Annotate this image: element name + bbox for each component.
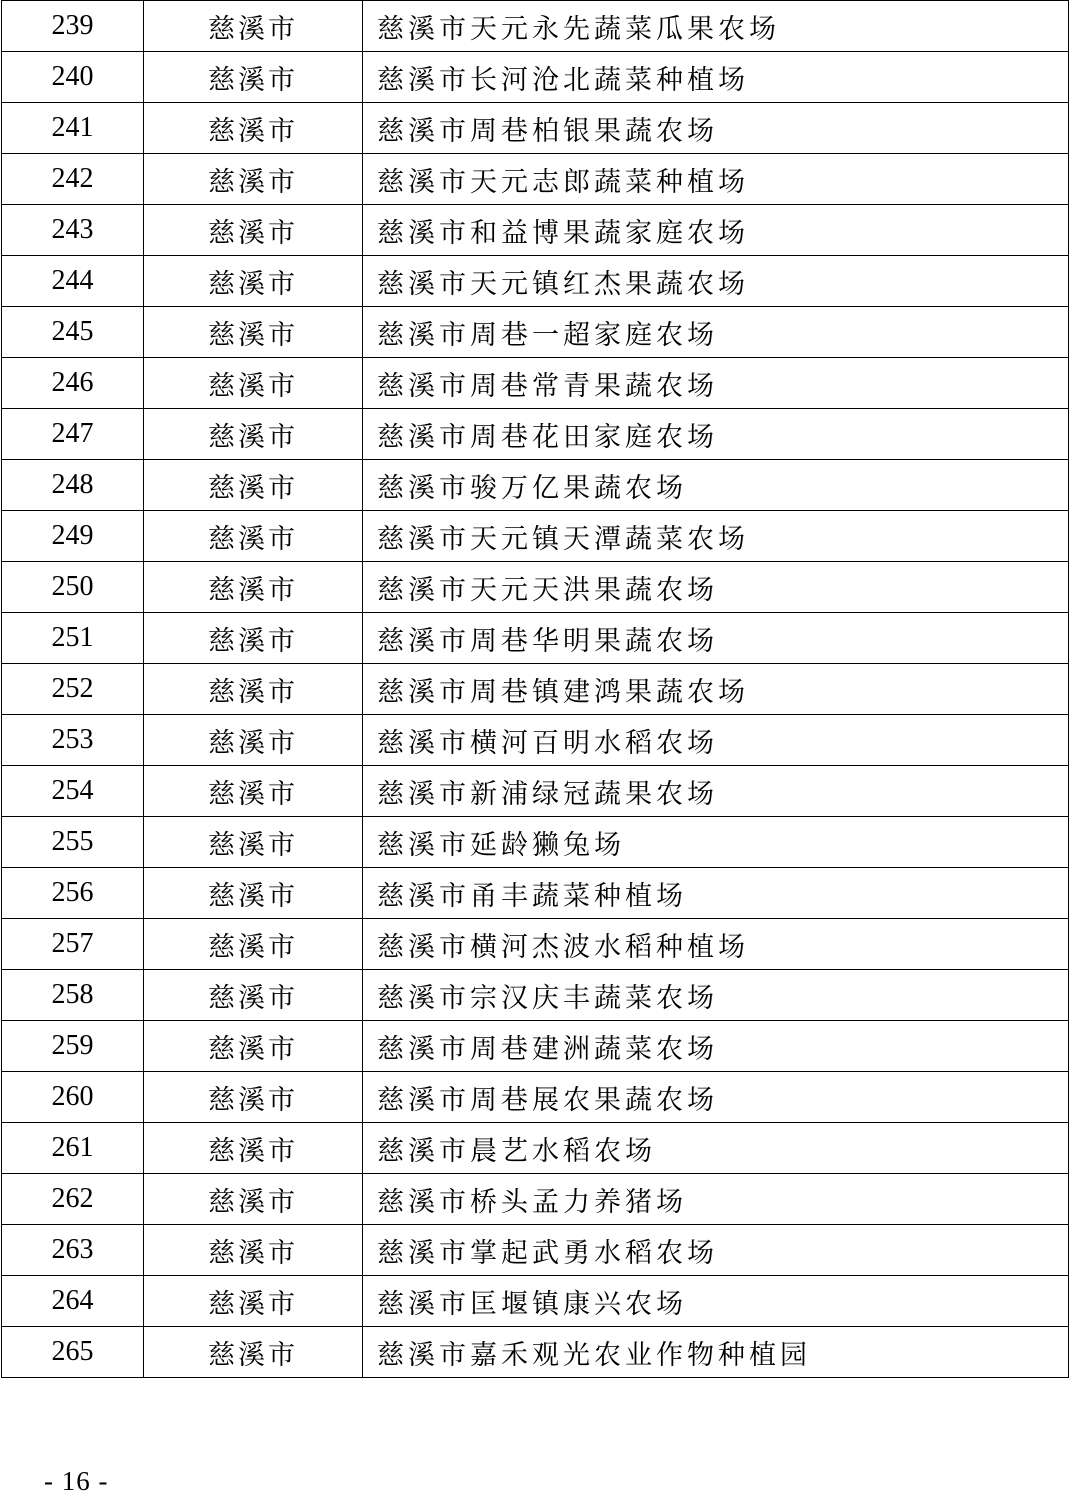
city-cell: 慈溪市 <box>144 205 363 256</box>
city-cell: 慈溪市 <box>144 664 363 715</box>
farm-name-cell: 慈溪市周巷建洲蔬菜农场 <box>363 1021 1069 1072</box>
city-cell: 慈溪市 <box>144 511 363 562</box>
table-row <box>2 970 1069 1021</box>
table-row <box>2 103 1069 154</box>
table-row <box>2 817 1069 868</box>
city-cell: 慈溪市 <box>144 868 363 919</box>
city-cell: 慈溪市 <box>144 103 363 154</box>
table-row <box>2 715 1069 766</box>
farm-name-cell: 慈溪市横河杰波水稻种植场 <box>363 919 1069 970</box>
farm-name-cell: 慈溪市新浦绿冠蔬果农场 <box>363 766 1069 817</box>
table-row <box>2 868 1069 919</box>
farm-name-cell: 慈溪市周巷展农果蔬农场 <box>363 1072 1069 1123</box>
table-row <box>2 154 1069 205</box>
row-number-cell: 262 <box>2 1174 144 1225</box>
city-cell: 慈溪市 <box>144 715 363 766</box>
city-cell: 慈溪市 <box>144 970 363 1021</box>
city-cell: 慈溪市 <box>144 1123 363 1174</box>
city-cell: 慈溪市 <box>144 1327 363 1378</box>
row-number-cell: 253 <box>2 715 144 766</box>
table-row <box>2 1 1069 52</box>
table-row <box>2 1276 1069 1327</box>
table-row <box>2 1174 1069 1225</box>
row-number-cell: 246 <box>2 358 144 409</box>
farm-name-cell: 慈溪市天元永先蔬菜瓜果农场 <box>363 1 1069 52</box>
row-number-cell: 258 <box>2 970 144 1021</box>
farm-name-cell: 慈溪市天元镇红杰果蔬农场 <box>363 256 1069 307</box>
city-cell: 慈溪市 <box>144 613 363 664</box>
city-cell: 慈溪市 <box>144 256 363 307</box>
table-row <box>2 256 1069 307</box>
city-cell: 慈溪市 <box>144 766 363 817</box>
farm-name-cell: 慈溪市横河百明水稻农场 <box>363 715 1069 766</box>
farm-name-cell: 慈溪市周巷花田家庭农场 <box>363 409 1069 460</box>
row-number-cell: 263 <box>2 1225 144 1276</box>
row-number-cell: 240 <box>2 52 144 103</box>
farm-list-table <box>1 0 1069 1378</box>
city-cell: 慈溪市 <box>144 460 363 511</box>
row-number-cell: 242 <box>2 154 144 205</box>
farm-list-table-body <box>2 1 1069 1378</box>
row-number-cell: 256 <box>2 868 144 919</box>
farm-name-cell: 慈溪市桥头孟力养猪场 <box>363 1174 1069 1225</box>
city-cell: 慈溪市 <box>144 1225 363 1276</box>
page-number: - 16 - <box>44 1466 109 1496</box>
row-number-cell: 252 <box>2 664 144 715</box>
row-number-cell: 251 <box>2 613 144 664</box>
table-row <box>2 511 1069 562</box>
farm-name-cell: 慈溪市匡堰镇康兴农场 <box>363 1276 1069 1327</box>
row-number-cell: 244 <box>2 256 144 307</box>
row-number-cell: 243 <box>2 205 144 256</box>
row-number-cell: 265 <box>2 1327 144 1378</box>
farm-name-cell: 慈溪市延龄獭兔场 <box>363 817 1069 868</box>
row-number-cell: 245 <box>2 307 144 358</box>
farm-list-table-container <box>1 0 1069 1378</box>
row-number-cell: 255 <box>2 817 144 868</box>
farm-name-cell: 慈溪市嘉禾观光农业作物种植园 <box>363 1327 1069 1378</box>
table-row <box>2 1123 1069 1174</box>
city-cell: 慈溪市 <box>144 358 363 409</box>
row-number-cell: 254 <box>2 766 144 817</box>
city-cell: 慈溪市 <box>144 154 363 205</box>
table-row <box>2 409 1069 460</box>
table-row <box>2 562 1069 613</box>
row-number-cell: 260 <box>2 1072 144 1123</box>
row-number-cell: 250 <box>2 562 144 613</box>
table-row <box>2 358 1069 409</box>
table-row <box>2 919 1069 970</box>
city-cell: 慈溪市 <box>144 1021 363 1072</box>
city-cell: 慈溪市 <box>144 307 363 358</box>
row-number-cell: 239 <box>2 1 144 52</box>
table-row <box>2 1327 1069 1378</box>
farm-name-cell: 慈溪市宗汉庆丰蔬菜农场 <box>363 970 1069 1021</box>
farm-name-cell: 慈溪市周巷华明果蔬农场 <box>363 613 1069 664</box>
row-number-cell: 261 <box>2 1123 144 1174</box>
table-row <box>2 1021 1069 1072</box>
farm-name-cell: 慈溪市天元天洪果蔬农场 <box>363 562 1069 613</box>
table-row <box>2 1072 1069 1123</box>
row-number-cell: 248 <box>2 460 144 511</box>
table-row <box>2 307 1069 358</box>
farm-name-cell: 慈溪市周巷一超家庭农场 <box>363 307 1069 358</box>
row-number-cell: 247 <box>2 409 144 460</box>
city-cell: 慈溪市 <box>144 562 363 613</box>
farm-name-cell: 慈溪市天元镇天潭蔬菜农场 <box>363 511 1069 562</box>
farm-name-cell: 慈溪市掌起武勇水稻农场 <box>363 1225 1069 1276</box>
farm-name-cell: 慈溪市长河沧北蔬菜种植场 <box>363 52 1069 103</box>
farm-name-cell: 慈溪市周巷柏银果蔬农场 <box>363 103 1069 154</box>
table-row <box>2 664 1069 715</box>
farm-name-cell: 慈溪市天元志郎蔬菜种植场 <box>363 154 1069 205</box>
farm-name-cell: 慈溪市周巷镇建鸿果蔬农场 <box>363 664 1069 715</box>
table-row <box>2 205 1069 256</box>
farm-name-cell: 慈溪市骏万亿果蔬农场 <box>363 460 1069 511</box>
farm-name-cell: 慈溪市和益博果蔬家庭农场 <box>363 205 1069 256</box>
table-row <box>2 52 1069 103</box>
city-cell: 慈溪市 <box>144 1 363 52</box>
row-number-cell: 264 <box>2 1276 144 1327</box>
row-number-cell: 241 <box>2 103 144 154</box>
row-number-cell: 259 <box>2 1021 144 1072</box>
city-cell: 慈溪市 <box>144 409 363 460</box>
row-number-cell: 257 <box>2 919 144 970</box>
city-cell: 慈溪市 <box>144 1072 363 1123</box>
city-cell: 慈溪市 <box>144 52 363 103</box>
city-cell: 慈溪市 <box>144 817 363 868</box>
table-row <box>2 460 1069 511</box>
farm-name-cell: 慈溪市甬丰蔬菜种植场 <box>363 868 1069 919</box>
farm-name-cell: 慈溪市晨艺水稻农场 <box>363 1123 1069 1174</box>
table-row <box>2 1225 1069 1276</box>
row-number-cell: 249 <box>2 511 144 562</box>
city-cell: 慈溪市 <box>144 919 363 970</box>
table-row <box>2 766 1069 817</box>
farm-name-cell: 慈溪市周巷常青果蔬农场 <box>363 358 1069 409</box>
city-cell: 慈溪市 <box>144 1174 363 1225</box>
table-row <box>2 613 1069 664</box>
city-cell: 慈溪市 <box>144 1276 363 1327</box>
